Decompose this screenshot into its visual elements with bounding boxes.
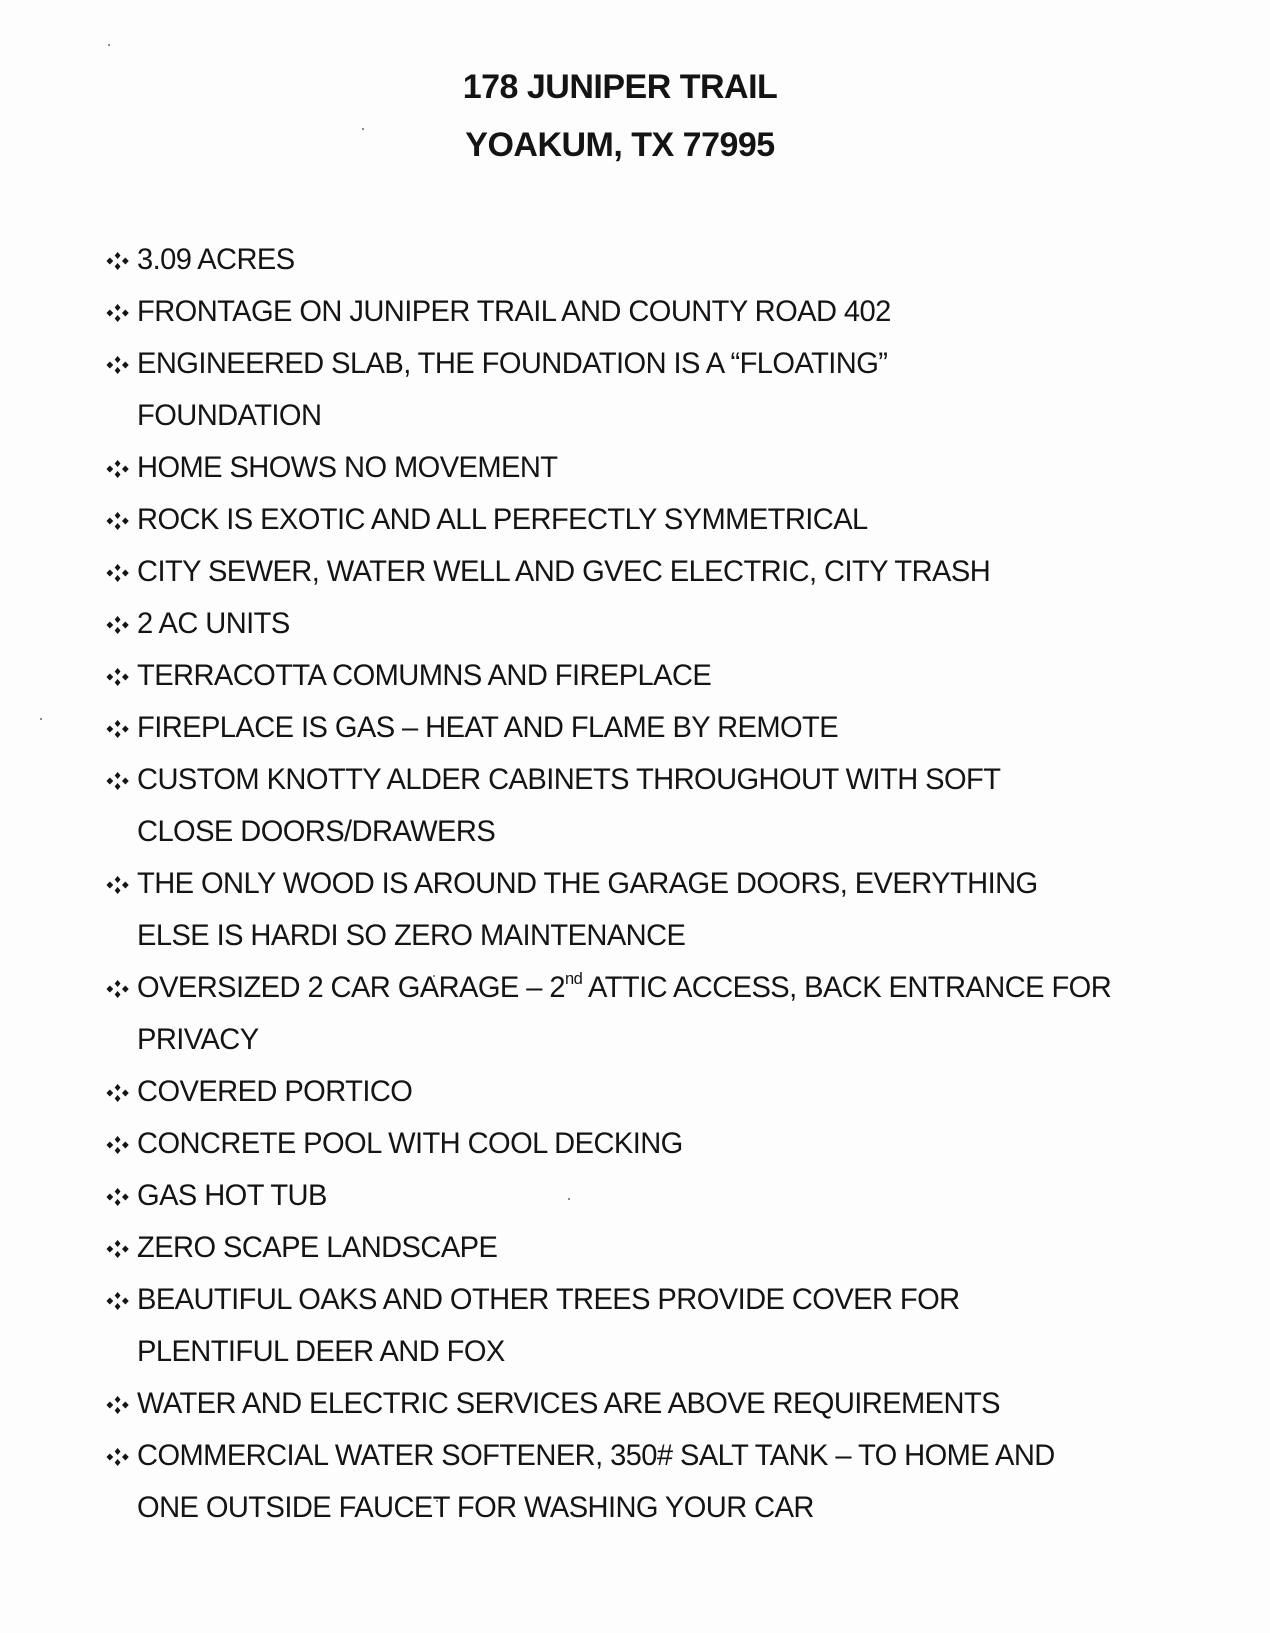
four-diamond-bullet-icon [105,546,132,598]
feature-text: CUSTOM KNOTTY ALDER CABINETS THROUGHOUT WITH SOFT [137,763,1001,796]
feature-text-continued: FOUNDATION [137,399,322,432]
list-item [105,286,1172,338]
feature-list [105,234,1172,1534]
four-diamond-bullet-icon [105,962,132,1014]
street-address: 178 JUNIPER TRAIL [462,68,778,106]
list-item [105,1274,1172,1378]
four-diamond-bullet-icon [105,702,132,754]
list-item [105,1222,1172,1274]
list-item [105,1066,1172,1118]
list-item [105,598,1172,650]
feature-text: FIREPLACE IS GAS – HEAT AND FLAME BY REMOTE [137,711,839,744]
list-item [105,650,1172,702]
list-item [105,442,1172,494]
feature-text-continued: ONE OUTSIDE FAUCET FOR WASHING YOUR CAR [137,1491,814,1524]
feature-text-tail: ATTIC ACCESS, BACK ENTRANCE FOR [582,971,1112,1004]
feature-text: TERRACOTTA COMUMNS AND FIREPLACE [137,659,712,692]
four-diamond-bullet-icon [105,598,132,650]
list-item [105,1170,1172,1222]
feature-text-continued: CLOSE DOORS/DRAWERS [137,815,496,848]
four-diamond-bullet-icon [105,286,132,338]
city-state-zip: YOAKUM, TX 77995 [465,126,775,164]
list-item [105,962,1172,1066]
list-item [105,546,1172,598]
scan-speck [40,718,42,720]
list-item [105,1430,1172,1534]
feature-text: COMMERCIAL WATER SOFTENER, 350# SALT TANK – TO HOME AND [137,1439,1055,1472]
four-diamond-bullet-icon [105,1378,132,1430]
four-diamond-bullet-icon [105,650,132,702]
feature-text: 3.09 ACRES [137,243,295,276]
list-item [105,702,1172,754]
feature-text: FRONTAGE ON JUNIPER TRAIL AND COUNTY ROAD 402 [137,295,891,328]
feature-text: 2 AC UNITS [137,607,290,640]
four-diamond-bullet-icon [105,494,132,546]
list-item [105,1118,1172,1170]
feature-text: GAS HOT TUB [137,1179,327,1212]
list-item [105,858,1172,962]
list-item [105,338,1172,442]
four-diamond-bullet-icon [105,858,132,910]
feature-text: CITY SEWER, WATER WELL AND GVEC ELECTRIC, CITY TRASH [137,555,991,588]
feature-text: CONCRETE POOL WITH COOL DECKING [137,1127,683,1160]
four-diamond-bullet-icon [105,1066,132,1118]
ordinal-suffix: nd [564,969,583,988]
feature-text-continued: ELSE IS HARDI SO ZERO MAINTENANCE [137,919,686,952]
list-item [105,754,1172,858]
feature-text-continued: PRIVACY [137,1023,259,1056]
feature-text: ENGINEERED SLAB, THE FOUNDATION IS A “FLOATING” [137,347,888,380]
address-header [0,58,1240,174]
four-diamond-bullet-icon [105,442,132,494]
list-item [105,1378,1172,1430]
feature-text: WATER AND ELECTRIC SERVICES ARE ABOVE REQUIREMENTS [137,1387,1000,1420]
feature-text: COVERED PORTICO [137,1075,413,1108]
list-item [105,234,1172,286]
feature-text: OVERSIZED 2 CAR GARAGE – 2 [137,971,565,1004]
four-diamond-bullet-icon [105,234,132,286]
list-item [105,494,1172,546]
scan-speck [108,44,110,46]
feature-text: THE ONLY WOOD IS AROUND THE GARAGE DOORS, EVERYTHING [137,867,1038,900]
feature-text: ROCK IS EXOTIC AND ALL PERFECTLY SYMMETRICAL [137,503,868,536]
feature-text: ZERO SCAPE LANDSCAPE [137,1231,498,1264]
feature-text-continued: PLENTIFUL DEER AND FOX [137,1335,505,1368]
four-diamond-bullet-icon [105,1170,132,1222]
four-diamond-bullet-icon [105,1274,132,1326]
feature-text: BEAUTIFUL OAKS AND OTHER TREES PROVIDE COVER FOR [137,1283,960,1316]
feature-text: HOME SHOWS NO MOVEMENT [137,451,558,484]
four-diamond-bullet-icon [105,1222,132,1274]
four-diamond-bullet-icon [105,1430,132,1482]
four-diamond-bullet-icon [105,338,132,390]
four-diamond-bullet-icon [105,754,132,806]
four-diamond-bullet-icon [105,1118,132,1170]
